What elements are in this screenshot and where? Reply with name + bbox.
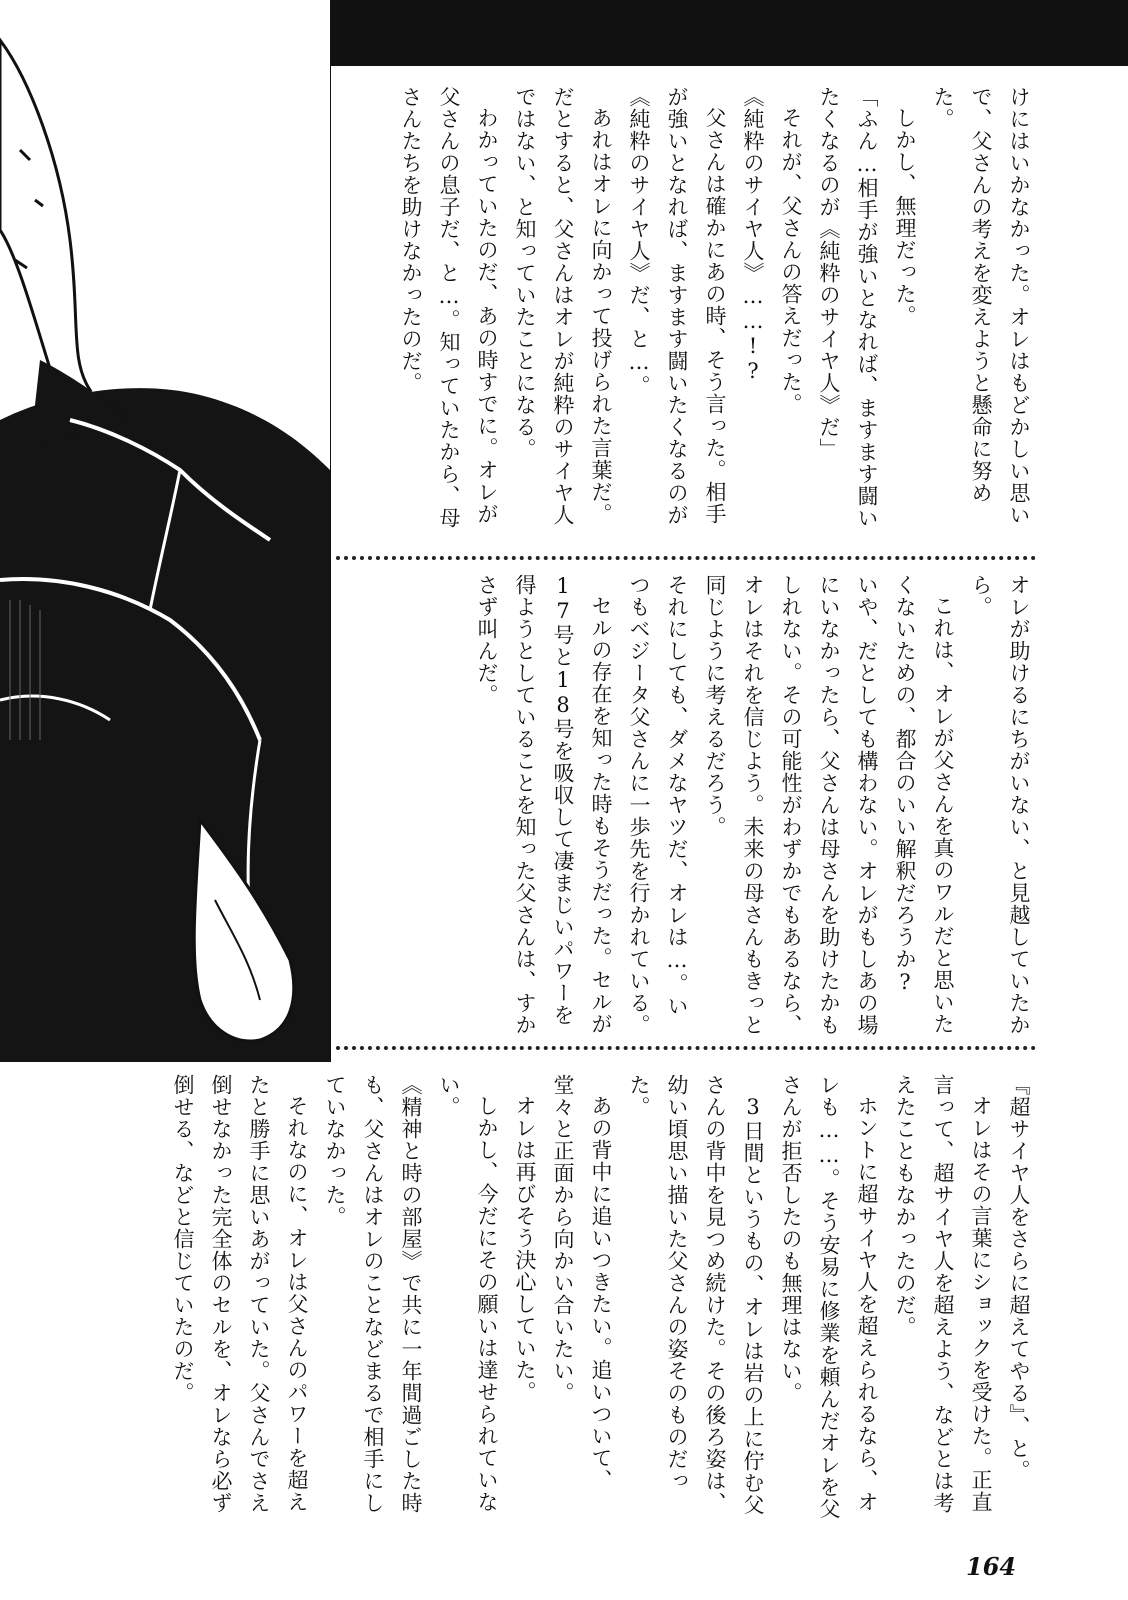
- paragraph: 《精神と時の部屋》で共に一年間過ごした時も、父さんはオレのことなどまるで相手にしていなかった。: [323, 1074, 423, 1514]
- paragraph: セルの存在を知った時もそうだった。セルが17号と18号を吸収して凄まじいパワーを得ようとしていることを知った父さんは、すかさず叫んだ。: [475, 574, 613, 1036]
- page-number: 164: [966, 1552, 1017, 1581]
- quote-paragraph: 「ふん…相手が強いとなれば、ますます闘いたくなるのが《純粋のサイヤ人》だ」: [817, 86, 879, 529]
- paragraph: それが、父さんの答えだった。: [779, 107, 803, 415]
- paragraph: しかし、無理だった。: [893, 107, 917, 327]
- paragraph: わかっていたのだ、あの時すでに。オレが父さんの息子だ、と…。知っていたから、母さんたちを助けなかったのだ。: [399, 86, 499, 529]
- paragraph: 父さんは確かにあの時、そう言った。相手が強いとなれば、ますます闘いたくなるのが《純粋のサイヤ人》だ、と…。: [627, 86, 727, 526]
- paragraph: これは、オレが父さんを真のワルだと思いたくないための、都合のいい解釈だろうか? いや、だとしても構わない。オレがもしあの場にいなかったら、父さんは母さんを助けたかもしれない。その可能性がわずかでもあるなら、オレはそれを信じよう。未来の母さんもきっと同じように考えるだろう。: [703, 574, 955, 1036]
- text-section-1: [342, 86, 1038, 542]
- text-section-2: [342, 574, 1038, 1036]
- paragraph: けにはいかなかった。オレはもどかしい思いで、父さんの考えを変えようと懸命に努めた。: [931, 86, 1031, 526]
- manga-illustration: [0, 0, 331, 1062]
- paragraph: 3日間というもの、オレは岩の上に佇む父さんの背中を見つめ続けた。その後ろ姿は、幼い頃思い描いた父さんの姿そのものだった。: [627, 1074, 765, 1516]
- paragraph: あの背中に追いつきたい。追いついて、堂々と正面から向かい合いたい。: [551, 1074, 613, 1491]
- paragraph: あれはオレに向かって投げられた言葉だ。だとすると、父さんはオレが純粋のサイヤ人ではない、と知っていたことになる。: [513, 86, 613, 526]
- character-artwork: [0, 0, 330, 1062]
- paragraph: ホントに超サイヤ人を超えられるなら、オレも……。そう安易に修業を頼んだオレを父さんが拒否したのも無理はない。: [779, 1074, 879, 1520]
- quote-paragraph: 『超サイヤ人をさらに超えてやる』、と。: [1007, 1074, 1031, 1482]
- header-black-band: [330, 0, 1128, 66]
- paragraph: オレは再びそう決心していた。: [513, 1095, 537, 1403]
- paragraph: 《純粋のサイヤ人》……!?: [741, 86, 765, 384]
- paragraph: それなのに、オレは父さんのパワーを超えたと勝手に思いあがっていた。父さんでさえ倒せなかった完全体のセルを、オレなら必ず倒せる、などと信じていたのだ。: [171, 1074, 309, 1514]
- paragraph: しかし、今だにその願いは達せられていない。: [437, 1074, 499, 1513]
- paragraph: オレはその言葉にショックを受けた。正直言って、超サイヤ人を超えよう、などとは考えたこともなかったのだ。: [893, 1074, 993, 1514]
- paragraph: それにしても、ダメなヤツだ、オレは…。いつもベジータ父さんに一歩先を行かれている。: [627, 574, 689, 1036]
- dotted-divider: [336, 1046, 1036, 1050]
- dotted-divider: [336, 556, 1036, 560]
- text-section-3: [100, 1074, 1038, 1524]
- paragraph: オレが助けるにちがいない、と見越していたから。: [969, 574, 1031, 1036]
